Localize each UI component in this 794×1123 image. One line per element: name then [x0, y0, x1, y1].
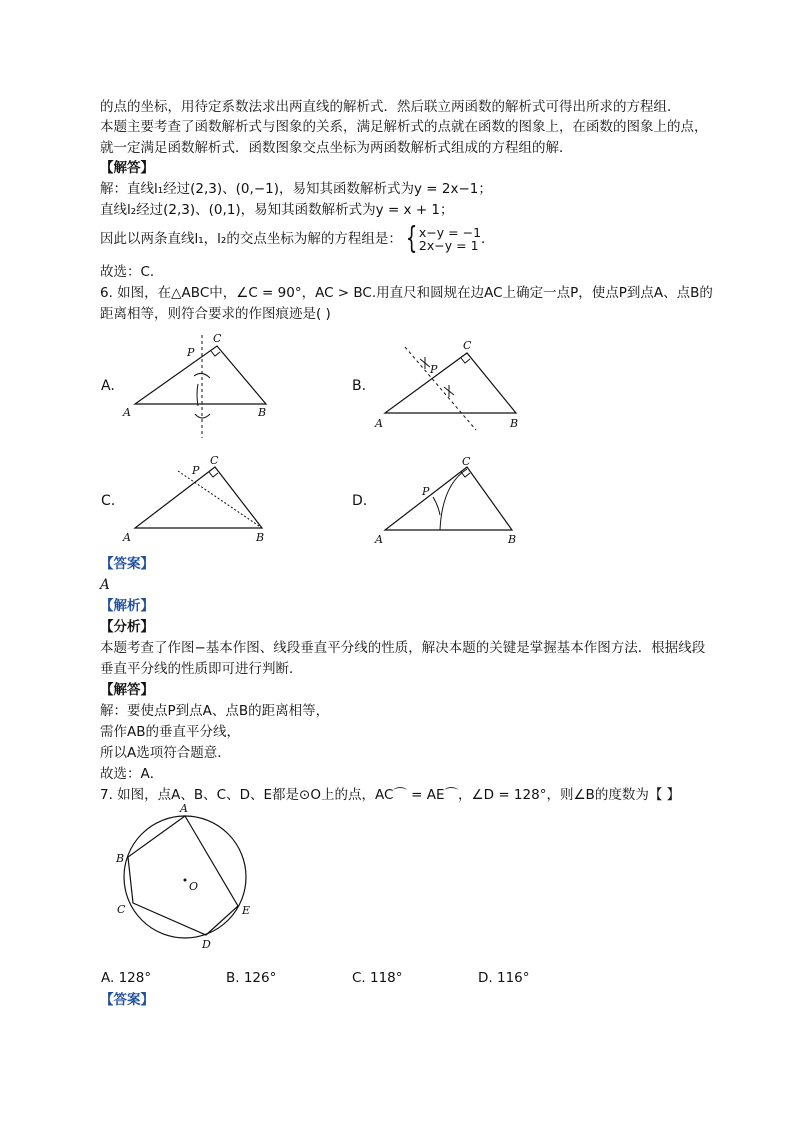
- choice-b: B. 126°: [226, 970, 277, 986]
- answer-heading: 【答案】: [100, 992, 154, 1008]
- option-label-b: B.: [352, 378, 367, 394]
- text-line: 故选：A．: [100, 766, 164, 782]
- point-label-d: D: [202, 938, 211, 951]
- point-label-c: C: [463, 339, 472, 352]
- point-label-b: B: [510, 417, 519, 430]
- point-label-a: A: [375, 533, 383, 546]
- text-line: 的点的坐标，用待定系数法求出两直线的解析式．然后联立两函数的解析式可得出所求的方程组．: [100, 99, 681, 115]
- point-label-a: A: [123, 531, 131, 544]
- figure-option-b: [370, 335, 530, 435]
- text-line: 直线l₂经过(2,3)、(0,1)，易知其函数解析式为y = x + 1；: [100, 202, 454, 218]
- perpendicular-bisector: [405, 347, 476, 430]
- triangle: [385, 353, 516, 413]
- pentagon: [128, 816, 238, 935]
- point-label-a: A: [180, 802, 188, 815]
- brace-symbol: {: [405, 221, 418, 256]
- point-label-p: P: [192, 464, 200, 477]
- text-line: 故选：C．: [100, 264, 164, 280]
- arc-mark: [197, 384, 198, 406]
- analysis-subheading: 【分析】: [100, 619, 154, 635]
- text-line: 本题考查了作图−基本作图、线段垂直平分线的性质，解决本题的关键是掌握基本作图方法．根据线段: [100, 640, 706, 656]
- text-line: 解：要使点P到点A、点B的距离相等，: [100, 703, 330, 719]
- text-line: 需作AB的垂直平分线，: [100, 724, 240, 740]
- arc-mark: [420, 357, 430, 369]
- point-label-c: C: [210, 455, 219, 467]
- question-6-line-2: 距离相等，则符合要求的作图痕迹是( ): [100, 306, 331, 322]
- right-angle-mark: [211, 351, 220, 356]
- equation-1: x−y = −1: [418, 225, 482, 240]
- text-line: 就一定满足函数解析式．函数图象交点坐标为两函数解析式组成的方程组的解．: [100, 140, 573, 156]
- choice-a: A. 128°: [101, 970, 152, 986]
- equation-system-line: [100, 221, 495, 256]
- solution-heading: 【解答】: [100, 682, 154, 698]
- point-label-b: B: [258, 406, 267, 419]
- triangle: [135, 346, 266, 404]
- point-label-e: E: [242, 904, 251, 917]
- option-label-c: C.: [101, 493, 116, 509]
- choice-c: C. 118°: [352, 970, 403, 986]
- text-line: 本题主要考查了函数解析式与图象的关系，满足解析式的点就在函数的图象上，在函数的图象上的点，: [100, 119, 708, 135]
- point-label-c: C: [462, 455, 471, 468]
- question-6-line-1: 6. 如图，在△ABC中，∠C = 90°，AC > BC.用直尺和圆规在边AC上确定一点P，使点P到点A、点B的: [100, 285, 713, 301]
- arc-mark: [440, 469, 467, 530]
- point-label-p: P: [422, 485, 430, 498]
- circle-o: [124, 816, 246, 938]
- point-label-a: A: [375, 417, 383, 430]
- triangle: [385, 467, 512, 530]
- point-label-p: P: [187, 346, 195, 359]
- point-label-b: B: [116, 852, 125, 865]
- text-line: 垂直平分线的性质即可进行判断．: [100, 661, 303, 677]
- point-label-c: C: [117, 903, 126, 916]
- point-label-a: A: [123, 406, 131, 419]
- option-label-a: A.: [101, 378, 115, 394]
- option-label-d: D.: [352, 493, 368, 509]
- point-label-o: O: [189, 880, 199, 893]
- figure-question-7: [110, 802, 260, 952]
- section-heading: 【解答】: [100, 160, 154, 176]
- choice-d: D. 116°: [478, 970, 530, 986]
- text-line: 所以A选项符合题意．: [100, 745, 231, 761]
- right-angle-mark: [461, 358, 470, 363]
- text-fragment: 因此以两条直线l₁，l₂的交点坐标为解的方程组是：: [100, 231, 402, 247]
- text-fragment: ．: [481, 231, 495, 247]
- equation-stack: [419, 226, 481, 252]
- point-label-c: C: [213, 332, 222, 345]
- center-dot: [184, 879, 187, 882]
- answer-heading: 【答案】: [100, 556, 154, 572]
- figure-option-c: [120, 455, 280, 545]
- arc-mark: [444, 385, 454, 397]
- point-label-b: B: [508, 533, 517, 546]
- equation-2: 2x−y = 1: [418, 238, 479, 253]
- figure-option-a: [120, 330, 280, 440]
- analysis-heading: 【解析】: [100, 598, 154, 614]
- right-angle-mark: [209, 472, 218, 477]
- text-line: 解：直线l₁经过(2,3)、(0,−1)，易知其函数解析式为y = 2x−1；: [100, 181, 492, 197]
- point-label-p: P: [430, 363, 438, 376]
- point-label-b: B: [256, 531, 265, 544]
- angle-bisector: [178, 471, 262, 528]
- figure-option-d: [370, 455, 530, 550]
- question-7-line: 7. 如图，点A、B、C、D、E都是⊙O上的点，AC⌒ = AE⌒，∠D = 128°，则∠B的度数为【 】: [100, 787, 681, 803]
- arc-mark: [433, 497, 440, 515]
- answer-value: A: [100, 577, 110, 593]
